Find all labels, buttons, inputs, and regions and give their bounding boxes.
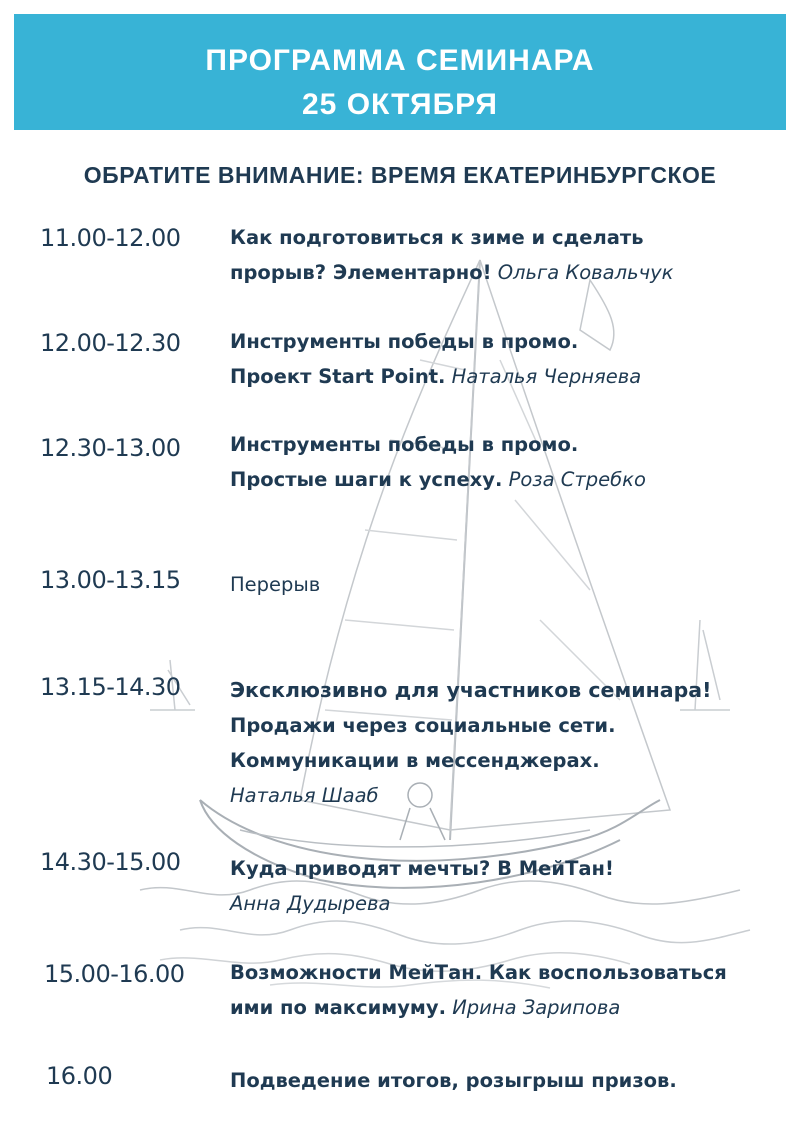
- seminar-date: 25 ОКТЯБРЯ: [302, 88, 498, 121]
- session-description: Возможности МейТан. Как воспользоваться ими по максимуму. Ирина Зарипова: [230, 961, 727, 1019]
- time-slot: 12.00-12.30: [40, 329, 181, 357]
- time-slot: 13.15-14.30: [40, 673, 181, 701]
- session-description: Эксклюзивно для участников семинара! Продажи через социальные сети. Коммуникации в мессенджерах. Наталья Шааб: [230, 678, 712, 807]
- time-slot: 15.00-16.00: [44, 960, 185, 988]
- session-description: Как подготовиться к зиме и сделать прорыв? Элементарно! Ольга Ковальчук: [230, 226, 674, 284]
- header-banner: [14, 14, 786, 130]
- speaker-name: Анна Дудырева: [230, 892, 391, 915]
- session-description: Инструменты победы в промо. Простые шаги к успеху. Роза Стребко: [230, 433, 646, 491]
- session-description: Инструменты победы в промо. Проект Start Point. Наталья Черняева: [230, 330, 642, 388]
- speaker-name: Роза Стребко: [508, 468, 646, 491]
- time-slot: 14.30-15.00: [40, 848, 181, 876]
- speaker-name: Ирина Зарипова: [452, 996, 621, 1019]
- program-title: ПРОГРАММА СЕМИНАРА: [205, 44, 595, 77]
- timezone-notice: ОБРАТИТЕ ВНИМАНИЕ: ВРЕМЯ ЕКАТЕРИНБУРГСКОЕ: [83, 162, 717, 188]
- session-description: Подведение итогов, розыгрыш призов.: [230, 1069, 677, 1092]
- time-slot: 13.00-13.15: [40, 566, 181, 594]
- time-slot: 11.00-12.00: [40, 224, 181, 252]
- speaker-name: Ольга Ковальчук: [497, 261, 674, 284]
- session-description: Перерыв: [230, 573, 321, 596]
- time-slot: 12.30-13.00: [40, 434, 181, 462]
- speaker-name: Наталья Шааб: [230, 784, 379, 807]
- time-slot: 16.00: [46, 1062, 113, 1090]
- speaker-name: Наталья Черняева: [451, 365, 642, 388]
- session-description: Куда приводят мечты? В МейТан! Анна Дудырева: [230, 857, 614, 915]
